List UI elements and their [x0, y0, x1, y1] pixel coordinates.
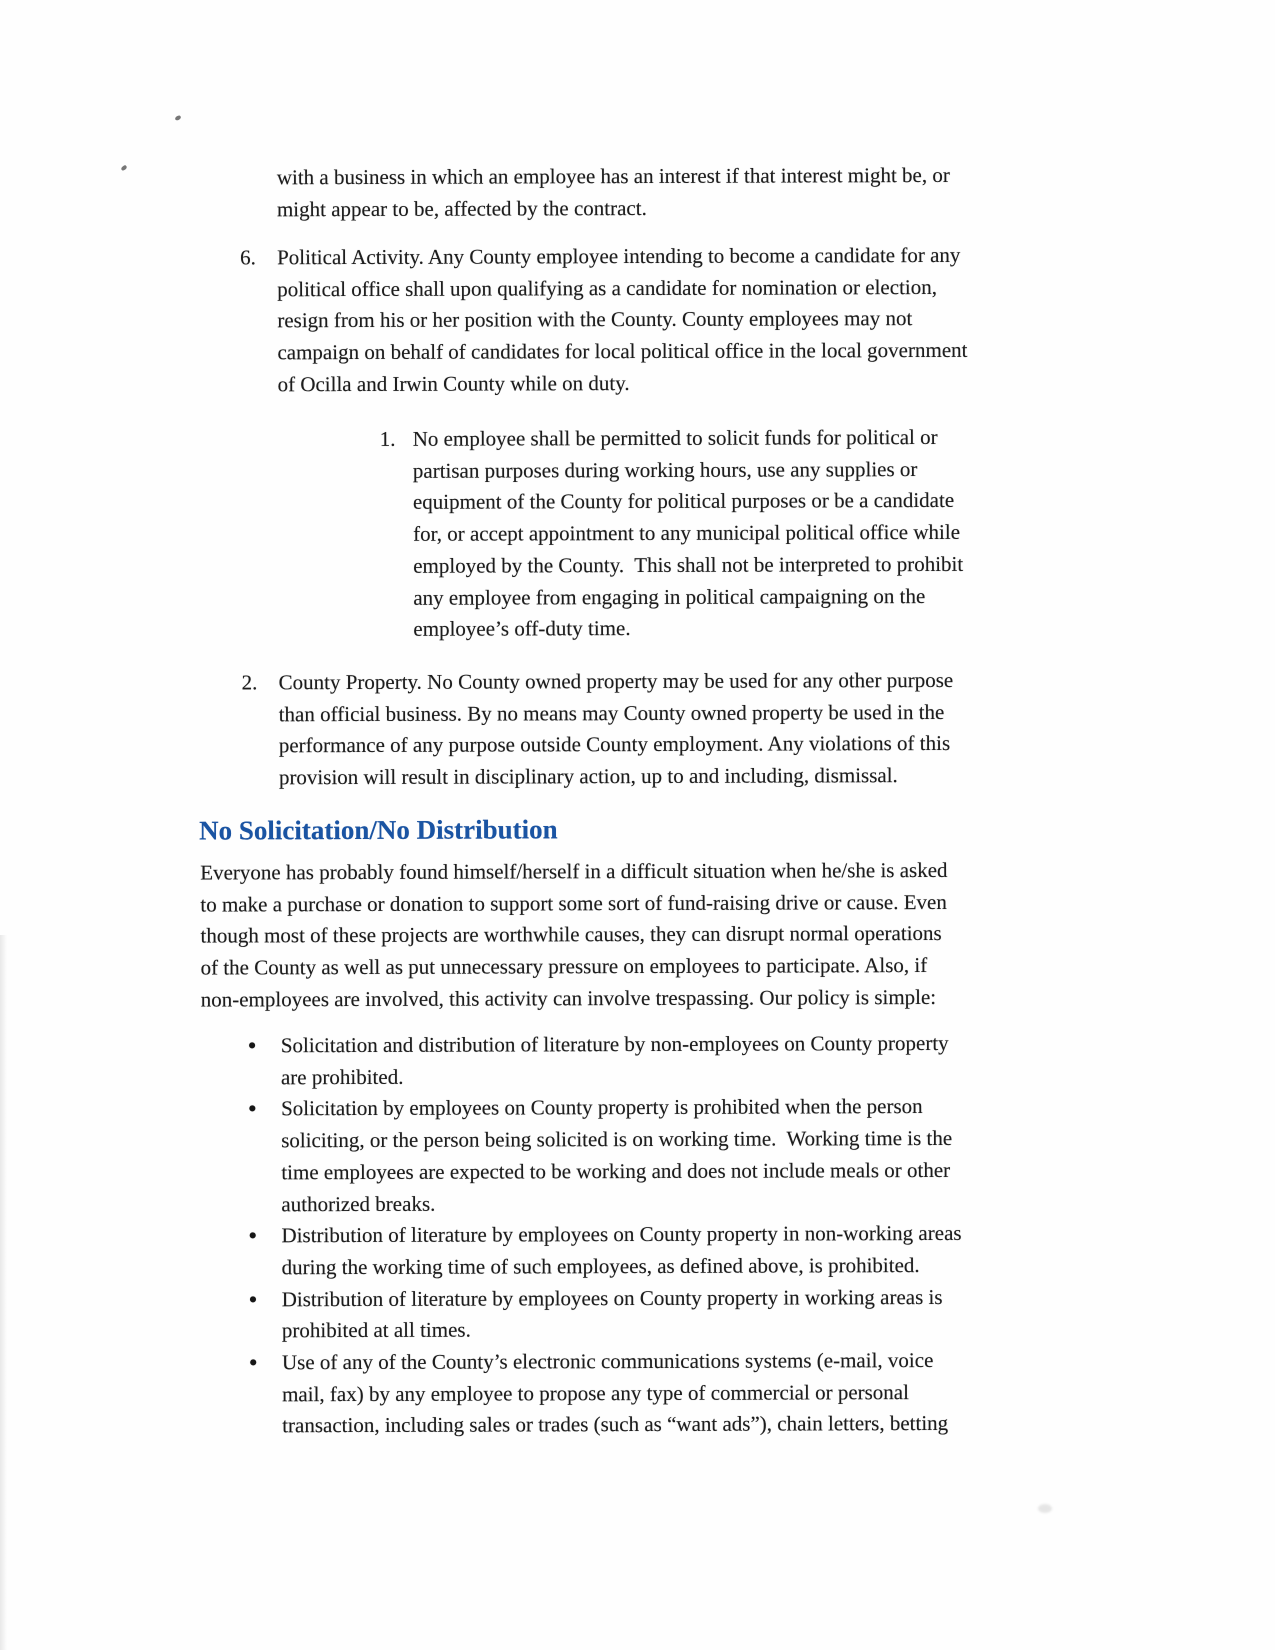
- list-item-nonemployee-solicitation: [247, 1028, 961, 1094]
- bullet-text: [281, 1028, 961, 1094]
- text-line: of Ocilla and Irwin County while on duty.: [277, 370, 630, 397]
- text-line: Distribution of literature by employees on County property in non-working areas: [281, 1221, 962, 1248]
- bullet-icon: ●: [248, 1291, 258, 1307]
- scan-smudge: [1038, 1504, 1052, 1513]
- text-line: Political Activity. Any County employee intending to become a candidate for any: [277, 242, 961, 270]
- text-line: of the County as well as put unnecessary pressure on employees to participate. Also, if: [200, 953, 928, 980]
- text-line: Everyone has probably found himself/herself in a difficult situation when he/she is asked: [200, 857, 948, 885]
- text-line: No employee shall be permitted to solicit funds for political or: [412, 424, 938, 451]
- text-line: mail, fax) by any employee to propose any type of commercial or personal: [282, 1379, 909, 1406]
- list-item-county-property: [279, 665, 954, 794]
- bullet-icon: ●: [248, 1101, 257, 1117]
- text-line: resign from his or her position with the County. County employees may not: [277, 306, 913, 333]
- text-line: Distribution of literature by employees on County property in working areas is: [281, 1284, 943, 1311]
- text-line: Solicitation and distribution of literature by non-employees on County property: [280, 1030, 949, 1058]
- text-line: are prohibited.: [280, 1064, 404, 1089]
- text-line: Use of any of the County’s electronic communications systems (e-mail, voice: [281, 1348, 934, 1375]
- bullet-list-no-solicitation: [247, 1028, 962, 1443]
- text-line: might appear to be, affected by the contract.: [276, 195, 647, 221]
- text-line: transaction, including sales or trades (such as “want ads”), chain letters, betting: [282, 1411, 949, 1438]
- bullet-text: [282, 1345, 962, 1442]
- text-line: authorized breaks.: [281, 1191, 436, 1216]
- text-line: during the working time of such employees, as defined above, is prohibited.: [281, 1252, 920, 1280]
- bullet-icon: ●: [248, 1228, 258, 1244]
- text-line: prohibited at all times.: [281, 1317, 471, 1343]
- list-item-political-activity: [277, 240, 968, 401]
- bullet-icon: ●: [247, 1038, 257, 1054]
- bullet-text: [281, 1091, 961, 1220]
- text-line: employee’s off-duty time.: [413, 616, 631, 642]
- text-line: Solicitation by employees on County property is prohibited when the person: [281, 1094, 923, 1121]
- paragraph-contract-continuation: [277, 160, 950, 226]
- text-line: performance of any purpose outside County employment. Any violations of this: [278, 731, 951, 758]
- text-line: than official business. By no means may County owned property be used in the: [278, 699, 945, 726]
- text-line: time employees are expected to be working and does not include meals or other: [281, 1157, 951, 1185]
- text-line: for, or accept appointment to any municipal political office while: [413, 519, 961, 546]
- text-line: to make a purchase or donation to support some sort of fund-raising drive or cause. Even: [200, 889, 947, 917]
- text-line: equipment of the County for political purposes or be a candidate: [412, 488, 955, 515]
- text-line: provision will result in disciplinary action, up to and including, dismissal.: [278, 763, 898, 790]
- paragraph-no-solicitation-intro: [200, 855, 948, 1016]
- text-line: campaign on behalf of candidates for local political office in the local government: [277, 337, 968, 365]
- text-line: with a business in which an employee has an interest if that interest might be, or: [276, 162, 950, 190]
- list-item-distribution-working-areas: [248, 1282, 962, 1348]
- bullet-text: [281, 1218, 961, 1284]
- list-number-county-property: 2.: [241, 670, 258, 695]
- text-line: partisan purposes during working hours, use any supplies or: [412, 456, 918, 483]
- list-item-electronic-communications: [248, 1345, 962, 1442]
- text-line: non-employees are involved, this activity can involve trespassing. Our policy is simple:: [200, 984, 937, 1012]
- text-line: any employee from engaging in political campaigning on the: [413, 583, 926, 610]
- section-heading-no-solicitation: No Solicitation/No Distribution: [199, 814, 558, 846]
- text-line: employed by the County. This shall not be interpreted to prohibit: [413, 551, 964, 578]
- bullet-icon: ●: [248, 1355, 258, 1371]
- list-item-employee-solicitation: [248, 1091, 961, 1220]
- text-line: County Property. No County owned property may be used for any other purpose: [278, 667, 954, 695]
- text-line: soliciting, or the person being solicited is on working time. Working time is the: [281, 1126, 953, 1153]
- list-number-political-activity: 6.: [240, 245, 256, 270]
- sub-list-item-solicit-funds: [413, 422, 964, 646]
- text-line: political office shall upon qualifying as a candidate for nomination or election,: [277, 274, 938, 301]
- scan-edge-shadow: [0, 935, 7, 1650]
- bullet-text: [282, 1282, 962, 1348]
- text-line: though most of these projects are worthwhile causes, they can disrupt normal operations: [200, 921, 942, 948]
- list-item-distribution-nonworking-areas: [248, 1218, 962, 1284]
- list-number-solicit-funds: 1.: [379, 426, 396, 451]
